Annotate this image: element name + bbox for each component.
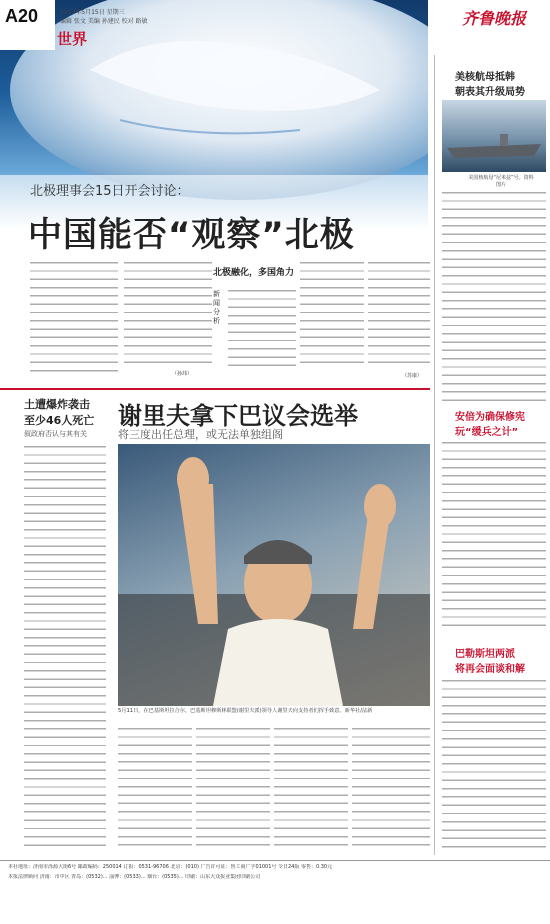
sharif-photo <box>118 444 430 706</box>
arctic-col-3 <box>228 290 296 370</box>
turkey-deck: 叙政府否认与其有关 <box>24 430 87 438</box>
arctic-author-1: （孙玮） <box>172 371 193 377</box>
sidebar-divider <box>434 55 435 855</box>
japan-body <box>442 442 546 630</box>
footer-rule <box>0 860 550 861</box>
newspaper-logo: 齐鲁晚报 <box>462 9 527 28</box>
arctic-headline: 中国能否“观察”北极 <box>28 215 355 255</box>
carrier-headline-2: 朝表其升级局势 <box>455 87 525 98</box>
arctic-side-heading: 北极融化，多国角力 <box>213 268 295 278</box>
pakistan-col-2 <box>196 728 270 850</box>
footer-line-2: 本报法律顾问 济南：市中区 青岛：(0532)... 淄博：(0533)... 烟台：(0535)... 印刷：山东大众报业集团印刷公司 <box>8 874 261 880</box>
footer-line-1: 本社地址：济南市泺源大街6号 邮政编码：250014 订报：0531-96706 北京：(010) 广告许可证：鲁工商广字01001号 令日24版 零售：0.30元 <box>8 864 333 870</box>
turkey-subheadline: 至少46人死亡 <box>24 414 95 427</box>
pakistan-headline: 谢里夫拿下巴议会选举 <box>118 402 358 430</box>
turkey-body <box>24 446 106 851</box>
page-number: A20 <box>5 6 39 26</box>
section-label: 世界 <box>57 30 88 48</box>
aircraft-carrier-graphic <box>442 100 546 172</box>
carrier-caption: 美国核航母“尼米兹”号。资料图片 <box>468 175 534 188</box>
turkey-headline: 土遭爆炸袭击 <box>24 398 90 411</box>
carrier-headline-1: 美核航母抵韩 <box>455 72 515 83</box>
carrier-photo <box>442 100 546 172</box>
pakistan-subheadline: 将三度出任总理，或无法单独组阁 <box>118 428 283 441</box>
parties-headline-2: 将再会面谈和解 <box>455 664 525 675</box>
japan-headline-2: 玩“缓兵之计” <box>455 427 519 438</box>
arctic-analysis-label: 新闻分析 <box>213 290 220 325</box>
parties-body <box>442 680 546 852</box>
sharif-photo-graphic <box>118 444 430 706</box>
arctic-author-2: （苏康） <box>402 373 423 379</box>
japan-headline-1: 安倍为确保修宪 <box>455 412 525 423</box>
carrier-body <box>442 192 546 402</box>
arctic-col-5 <box>368 262 430 370</box>
arctic-col-1 <box>30 262 118 378</box>
parties-headline-1: 巴勒斯坦两派 <box>455 649 515 660</box>
sharif-photo-caption: 5月11日，在巴基斯坦拉合尔，巴基斯坦穆斯林联盟(谢里夫派)领导人谢里夫向支持者们挥手致意。新华社/法新 <box>118 708 373 714</box>
arctic-col-4 <box>300 262 364 370</box>
arctic-subtitle: 北极理事会15日开会讨论： <box>30 184 190 199</box>
arctic-col-2 <box>124 262 212 370</box>
issue-date: 2013年5月15日 星期三 <box>60 9 125 16</box>
pakistan-col-1 <box>118 728 192 850</box>
pakistan-col-3 <box>274 728 348 850</box>
editor-credits: 编辑 张文 美编 孙建民 校对 路敏 <box>60 18 148 25</box>
section-divider <box>0 388 430 390</box>
pakistan-col-4 <box>352 728 430 850</box>
